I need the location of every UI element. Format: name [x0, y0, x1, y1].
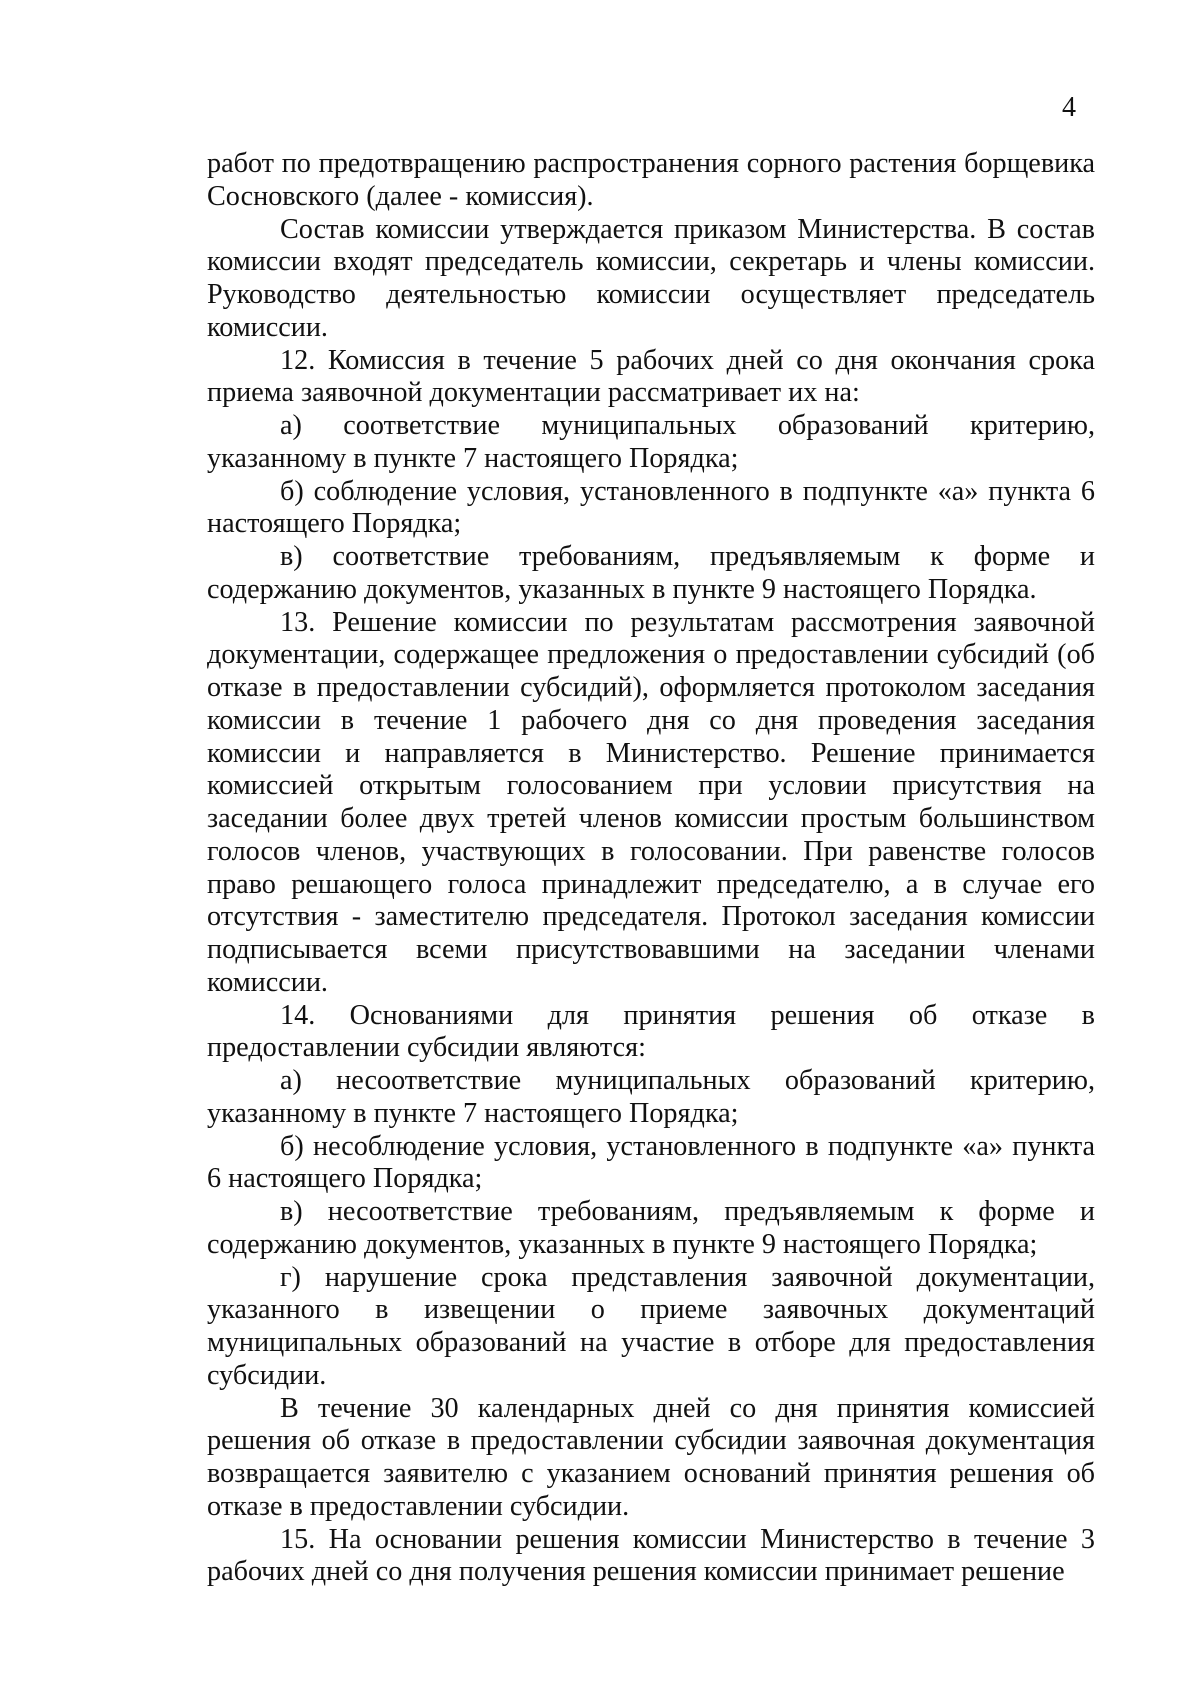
document-body	[207, 148, 1095, 1589]
page-number: 4	[1062, 92, 1076, 123]
paragraph-item-12: 12. Комиссия в течение 5 рабочих дней со дня окончания срока приема заявочной документации рассматривает их на:	[207, 344, 1095, 409]
paragraph-item-14-v: в) несоответствие требованиям, предъявляемым к форме и содержанию документов, указанных в пункте 9 настоящего Порядка;	[207, 1196, 1095, 1260]
paragraph-item-12-v: в) соответствие требованиям, предъявляемым к форме и содержанию документов, указанных в пункте 9 настоящего Порядка.	[207, 541, 1095, 605]
paragraph-item-15: 15. На основании решения комиссии Министерство в течение 3 рабочих дней со дня получения решения комиссии принимает решение	[207, 1523, 1095, 1588]
paragraph-item-14-a: а) несоответствие муниципальных образований критерию, указанному в пункте 7 настоящего Порядка;	[207, 1065, 1095, 1129]
paragraph-refusal-return: В течение 30 календарных дней со дня принятия комиссией решения об отказе в предоставлении субсидии заявочная документация возвращается заявителю с указанием оснований принятия решения об отказе в предоставлении субсидии.	[207, 1392, 1095, 1522]
paragraph-item-12-a: а) соответствие муниципальных образований критерию, указанному в пункте 7 настоящего Порядка;	[207, 410, 1095, 474]
paragraph-commission-composition: Состав комиссии утверждается приказом Министерства. В состав комиссии входят председатель комиссии, секретарь и члены комиссии. Руководство деятельностью комиссии осуществляет председатель комиссии.	[207, 213, 1095, 343]
paragraph-item-12-b: б) соблюдение условия, установленного в подпункте «а» пункта 6 настоящего Порядка;	[207, 475, 1095, 540]
paragraph-item-14: 14. Основаниями для принятия решения об отказе в предоставлении субсидии являются:	[207, 999, 1095, 1064]
paragraph-item-14-g: г) нарушение срока представления заявочной документации, указанного в извещении о приеме заявочных документаций муниципальных образований на участие в отборе для предоставления субсидии.	[207, 1261, 1095, 1391]
paragraph-commission-definition-cont: работ по предотвращению распространения сорного растения борщевика Сосновского (далее - комиссия).	[207, 148, 1095, 212]
paragraph-item-13: 13. Решение комиссии по результатам рассмотрения заявочной документации, содержащее предложения о предоставлении субсидий (об отказе в предоставлении субсидий), оформляется протоколом заседания комиссии в течение 1 рабочего дня со дня проведения заседания комиссии и направляется в Министерство. Решение принимается комиссией открытым голосованием при условии присутствия на заседании более двух третей членов комиссии простым большинством голосов членов, участвующих в голосовании. При равенстве голосов право решающего голоса принадлежит председателю, а в случае его отсутствия - заместителю председателя. Протокол заседания комиссии подписывается всеми присутствовавшими на заседании членами комиссии.	[207, 606, 1095, 998]
paragraph-item-14-b: б) несоблюдение условия, установленного в подпункте «а» пункта 6 настоящего Порядка;	[207, 1130, 1095, 1195]
